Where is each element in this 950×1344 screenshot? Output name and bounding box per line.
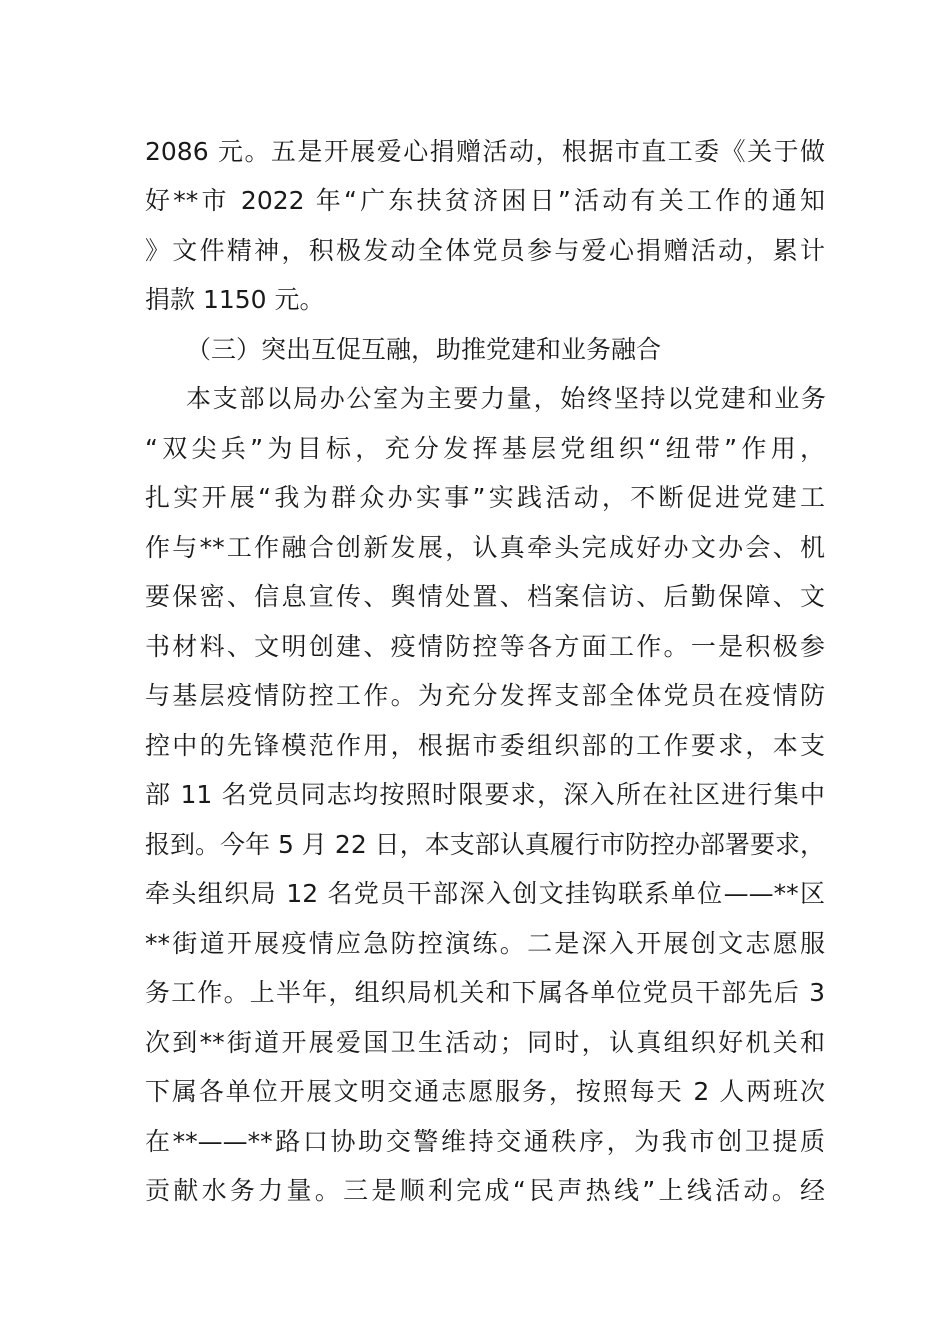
- paragraph-line: 书材料、文明创建、疫情防控等各方面工作。一是积极参: [145, 632, 825, 661]
- paragraph-line: **街道开展疫情应急防控演练。二是深入开展创文志愿服: [145, 929, 825, 958]
- section-heading: （三）突出互促互融，助推党建和业务融合: [186, 335, 662, 364]
- paragraph-line: 控中的先锋模范作用，根据市委组织部的工作要求，本支: [145, 731, 825, 760]
- paragraph-line: 作与**工作融合创新发展，认真牵头完成好办文办会、机: [145, 533, 825, 562]
- paragraph-line: 报到。今年 5 月 22 日，本支部认真履行市防控办部署要求，: [145, 830, 825, 859]
- paragraph-line: 与基层疫情防控工作。为充分发挥支部全体党员在疫情防: [145, 681, 825, 710]
- paragraph-line: 次到**街道开展爱国卫生活动；同时，认真组织好机关和: [145, 1028, 825, 1057]
- paragraph-line: “双尖兵”为目标，充分发挥基层党组织“纽带”作用，: [145, 434, 825, 463]
- paragraph-line: 2086 元。五是开展爱心捐赠活动，根据市直工委《关于做: [145, 137, 825, 166]
- paragraph-line: 扎实开展“我为群众办实事”实践活动，不断促进党建工: [145, 483, 825, 512]
- paragraph-line: 部 11 名党员同志均按照时限要求，深入所在社区进行集中: [145, 780, 825, 809]
- paragraph-line: 》文件精神，积极发动全体党员参与爱心捐赠活动，累计: [145, 236, 825, 265]
- paragraph-line: 在**——**路口协助交警维持交通秩序，为我市创卫提质: [145, 1127, 825, 1156]
- paragraph-line: 务工作。上半年，组织局机关和下属各单位党员干部先后 3: [145, 978, 825, 1007]
- paragraph-line: 本支部以局办公室为主要力量，始终坚持以党建和业务: [186, 384, 826, 413]
- paragraph-line: 要保密、信息宣传、舆情处置、档案信访、后勤保障、文: [145, 582, 825, 611]
- paragraph-line: 下属各单位开展文明交通志愿服务，按照每天 2 人两班次: [145, 1077, 825, 1106]
- paragraph-line: 牵头组织局 12 名党员干部深入创文挂钩联系单位——**区: [145, 879, 825, 908]
- paragraph-line: 贡献水务力量。三是顺利完成“民声热线”上线活动。经: [145, 1176, 825, 1205]
- paragraph-line: 好**市 2022 年“广东扶贫济困日”活动有关工作的通知: [145, 186, 825, 215]
- paragraph-line: 捐款 1150 元。: [145, 285, 325, 314]
